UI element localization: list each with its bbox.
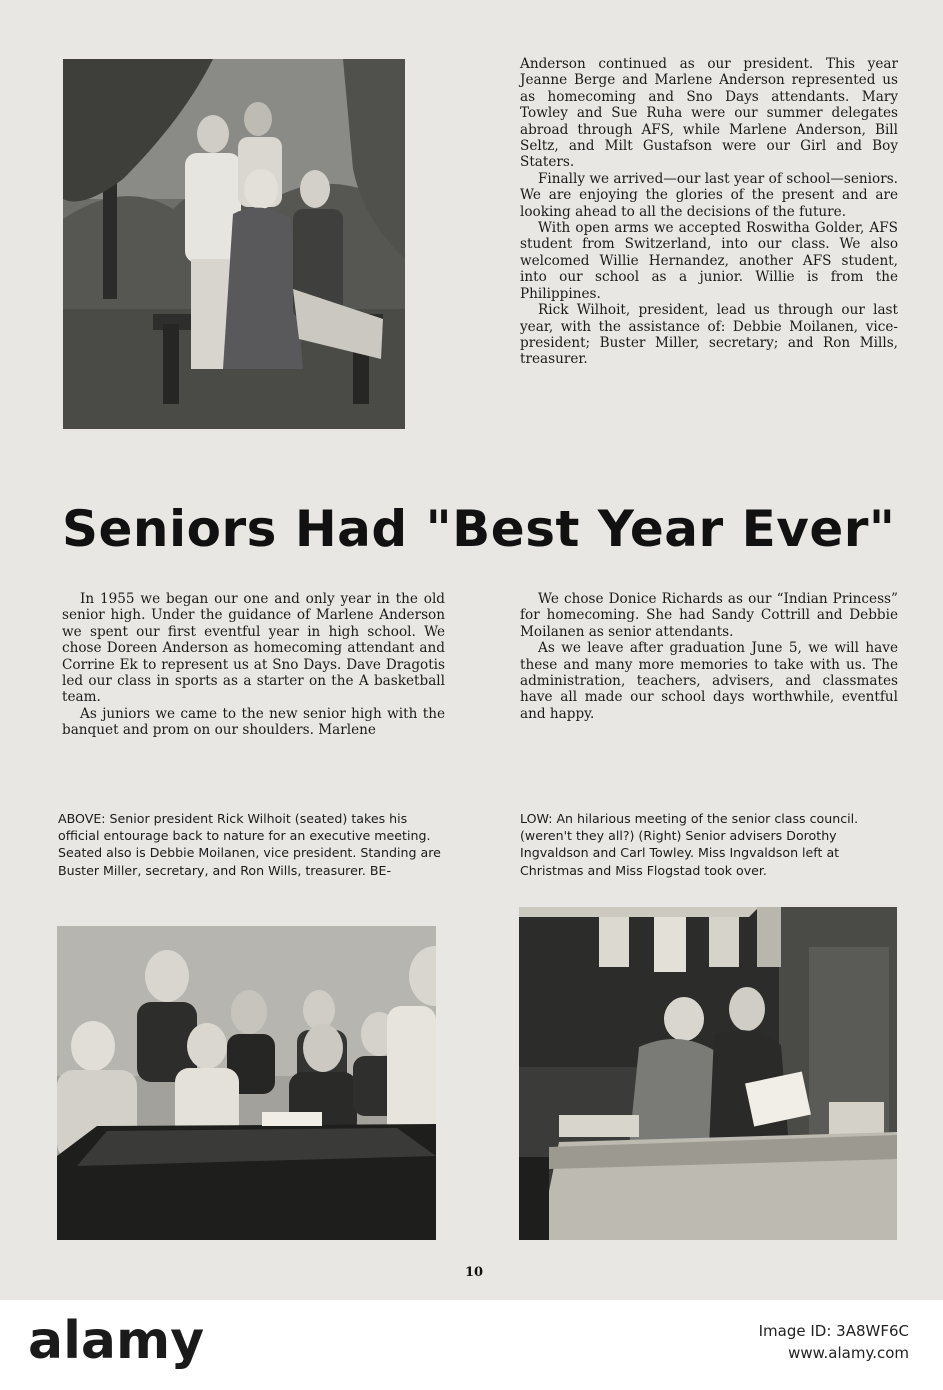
left-caption — [58, 810, 443, 879]
page-number: 10 — [464, 1265, 484, 1280]
officers-outdoor-photo — [63, 59, 405, 429]
top-paragraph-3: With open arms we accepted Roswitha Golder, AFS student from Switzerland, into our class. We also welcomed Willie Hernandez, another AFS student, into our school as a junior. Willie is from the Philippines. — [520, 220, 898, 302]
left-caption-text: ABOVE: Senior president Rick Wilhoit (seated) takes his official entourage back to nature for an executive meeting. Seated also is Debbie Moilanen, vice president. Standing are Buster Miller, secretary, and Ron Wills, treasurer. BE- — [58, 811, 441, 878]
image-id-text: Image ID: 3A8WF6C — [758, 1322, 909, 1340]
right-column-text — [520, 591, 898, 722]
left-paragraph-2: As juniors we came to the new senior high with the banquet and prom on our shoulders. Marlene — [62, 705, 445, 739]
top-right-text — [520, 56, 898, 368]
council-meeting-photo — [57, 926, 436, 1240]
right-caption-text: LOW: An hilarious meeting of the senior class council. (weren't they all?) (Right) Senior advisers Dorothy Ingvaldson and Carl Towley. Miss Ingvaldson left at Christmas and Miss Flogstad took over. — [520, 811, 859, 878]
site-url-text: www.alamy.com — [788, 1344, 909, 1362]
alamy-logo-text: alamy — [28, 1311, 205, 1371]
top-paragraph-2: Finally we arrived—our last year of school—seniors. We are enjoying the glories of the present and are looking ahead to all the decisions of the future. — [520, 170, 898, 220]
right-paragraph-1: We chose Donice Richards as our “Indian Princess” for homecoming. She had Sandy Cottrill and Debbie Moilanen as senior attendants. — [520, 591, 898, 640]
top-paragraph-1: Anderson continued as our president. This year Jeanne Berge and Marlene Anderson represented us as homecoming and Sno Days attendants. Mary Towley and Sue Ruha were our summer delegates abroad through AFS, while Marlene Anderson, Bill Seltz, and Milt Gustafson were our Girl and Boy Staters. — [520, 56, 898, 171]
right-caption — [520, 810, 902, 879]
page-headline: Seniors Had "Best Year Ever" — [62, 500, 896, 558]
right-paragraph-2: As we leave after graduation June 5, we will have these and many more memories to take with us. The administration, teachers, advisers, and classmates have all made our school days worthwhile, eventful and happy. — [520, 640, 898, 722]
image-id-block — [759, 1320, 909, 1364]
top-paragraph-4: Rick Wilhoit, president, lead us through our last year, with the assistance of: Debbie Moilanen, vice-president; Buster Miller, secretary; and Ron Mills, treasurer. — [520, 302, 898, 368]
left-paragraph-1: In 1955 we began our one and only year in the old senior high. Under the guidance of Marlene Anderson we spent our first eventful year in high school. We chose Doreen Anderson as homecoming attendant and Corrine Ek to represent us at Sno Days. Dave Dragotis led our class in sports as a starter on the A basketball team. — [62, 591, 445, 706]
advisers-classroom-photo — [519, 907, 897, 1240]
left-column-text — [62, 591, 445, 739]
alamy-logo-icon — [28, 1310, 228, 1372]
